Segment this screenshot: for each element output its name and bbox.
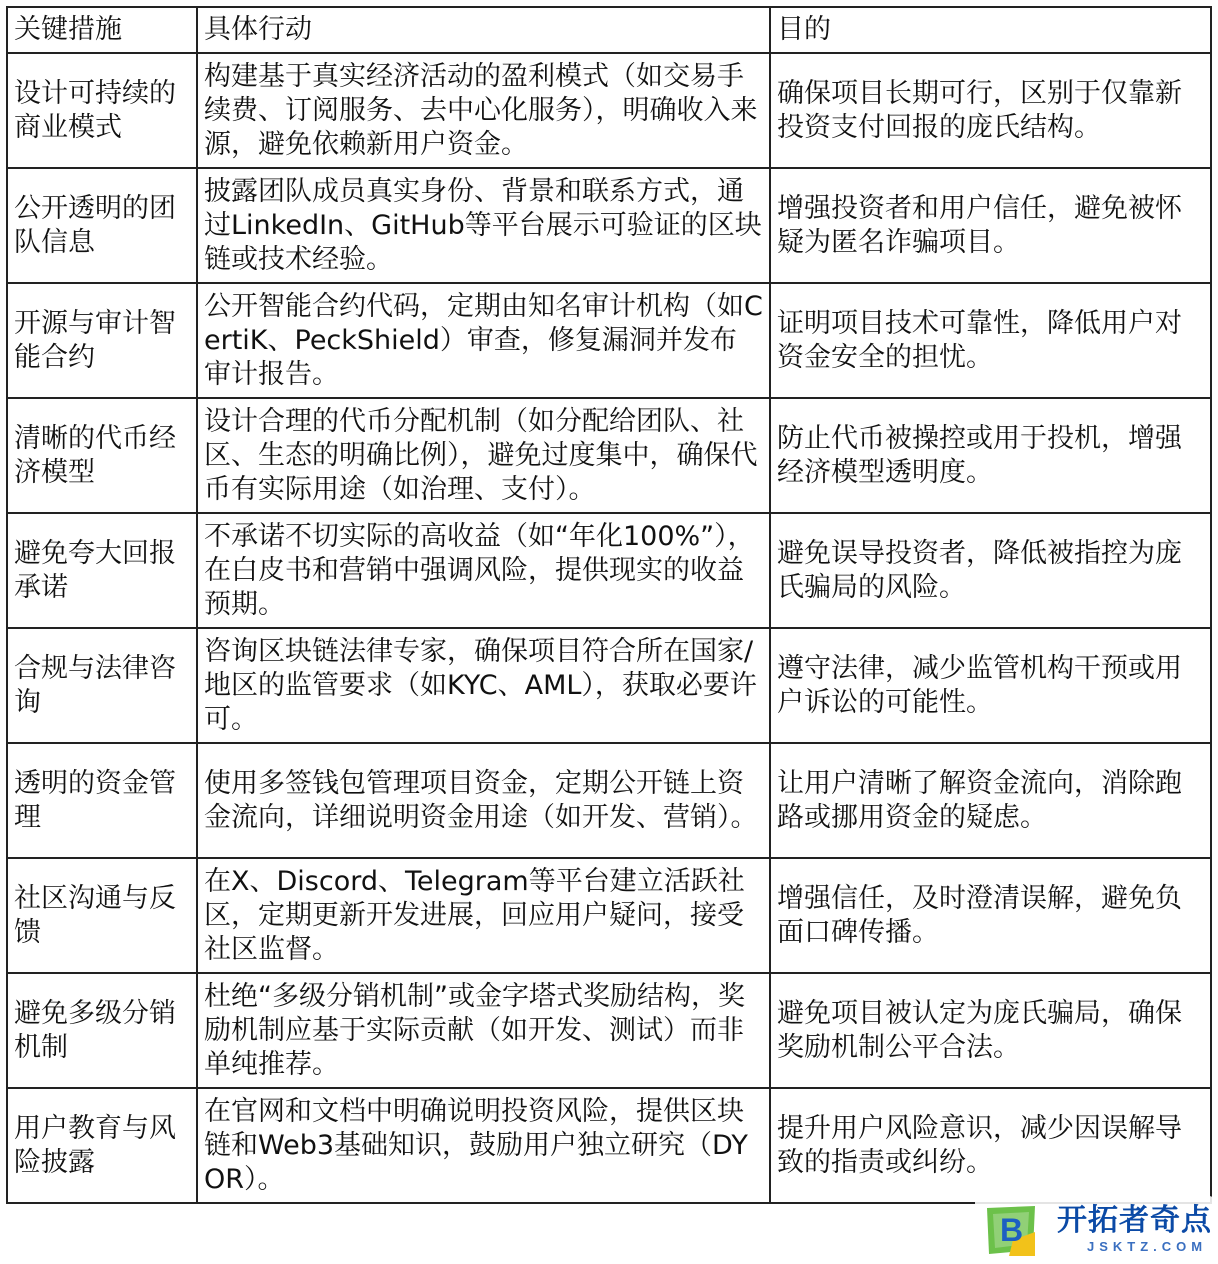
- action-cell: 不承诺不切实际的高收益（如“年化100%”），在白皮书和营销中强调风险，提供现实的收益预期。: [197, 513, 770, 628]
- purpose-cell: 避免项目被认定为庞氏骗局，确保奖励机制公平合法。: [770, 973, 1211, 1088]
- measure-cell: 开源与审计智能合约: [7, 283, 197, 398]
- site-logo-icon: [983, 1202, 1039, 1258]
- measure-cell: 清晰的代币经济模型: [7, 398, 197, 513]
- column-header-measure: 关键措施: [7, 7, 197, 53]
- action-cell: 在官网和文档中明确说明投资风险，提供区块链和Web3基础知识，鼓励用户独立研究（DYOR）。: [197, 1088, 770, 1203]
- purpose-cell: 确保项目长期可行，区别于仅靠新投资支付回报的庞氏结构。: [770, 53, 1211, 168]
- measure-cell: 避免夸大回报承诺: [7, 513, 197, 628]
- table-header-row: [7, 7, 1211, 53]
- column-header-purpose: 目的: [770, 7, 1211, 53]
- purpose-cell: 遵守法律，减少监管机构干预或用户诉讼的可能性。: [770, 628, 1211, 743]
- purpose-cell: 增强投资者和用户信任，避免被怀疑为匿名诈骗项目。: [770, 168, 1211, 283]
- measures-table: [6, 6, 1212, 1204]
- purpose-cell: 证明项目技术可靠性，降低用户对资金安全的担忧。: [770, 283, 1211, 398]
- watermark-domain: JSKTZ.COM: [1087, 1239, 1208, 1254]
- action-cell: 公开智能合约代码，定期由知名审计机构（如CertiK、PeckShield）审查，修复漏洞并发布审计报告。: [197, 283, 770, 398]
- table-row: [7, 53, 1211, 168]
- table-row: [7, 628, 1211, 743]
- action-cell: 在X、Discord、Telegram等平台建立活跃社区，定期更新开发进展，回应用户疑问，接受社区监督。: [197, 858, 770, 973]
- action-cell: 杜绝“多级分销机制”或金字塔式奖励结构，奖励机制应基于实际贡献（如开发、测试）而非单纯推荐。: [197, 973, 770, 1088]
- logo-letter: B: [1000, 1212, 1024, 1248]
- column-header-action: 具体行动: [197, 7, 770, 53]
- site-watermark: [975, 1196, 1215, 1262]
- table-row: [7, 398, 1211, 513]
- measure-cell: 避免多级分销机制: [7, 973, 197, 1088]
- measure-cell: 用户教育与风险披露: [7, 1088, 197, 1203]
- table-row: [7, 858, 1211, 973]
- action-cell: 设计合理的代币分配机制（如分配给团队、社区、生态的明确比例），避免过度集中，确保代币有实际用途（如治理、支付）。: [197, 398, 770, 513]
- table-row: [7, 743, 1211, 858]
- table-row: [7, 973, 1211, 1088]
- table-row: [7, 1088, 1211, 1203]
- action-cell: 咨询区块链法律专家，确保项目符合所在国家/地区的监管要求（如KYC、AML），获取必要许可。: [197, 628, 770, 743]
- table-row: [7, 283, 1211, 398]
- measure-cell: 透明的资金管理: [7, 743, 197, 858]
- table-row: [7, 168, 1211, 283]
- measure-cell: 公开透明的团队信息: [7, 168, 197, 283]
- purpose-cell: 增强信任，及时澄清误解，避免负面口碑传播。: [770, 858, 1211, 973]
- purpose-cell: 提升用户风险意识，减少因误解导致的指责或纠纷。: [770, 1088, 1211, 1203]
- measure-cell: 设计可持续的商业模式: [7, 53, 197, 168]
- watermark-name: 开拓者奇点: [1057, 1204, 1212, 1237]
- purpose-cell: 让用户清晰了解资金流向，消除跑路或挪用资金的疑虑。: [770, 743, 1211, 858]
- action-cell: 构建基于真实经济活动的盈利模式（如交易手续费、订阅服务、去中心化服务），明确收入来源，避免依赖新用户资金。: [197, 53, 770, 168]
- measure-cell: 社区沟通与反馈: [7, 858, 197, 973]
- action-cell: 使用多签钱包管理项目资金，定期公开链上资金流向，详细说明资金用途（如开发、营销）。: [197, 743, 770, 858]
- action-cell: 披露团队成员真实身份、背景和联系方式，通过LinkedIn、GitHub等平台展示可验证的区块链或技术经验。: [197, 168, 770, 283]
- table-row: [7, 513, 1211, 628]
- purpose-cell: 防止代币被操控或用于投机，增强经济模型透明度。: [770, 398, 1211, 513]
- measure-cell: 合规与法律咨询: [7, 628, 197, 743]
- purpose-cell: 避免误导投资者，降低被指控为庞氏骗局的风险。: [770, 513, 1211, 628]
